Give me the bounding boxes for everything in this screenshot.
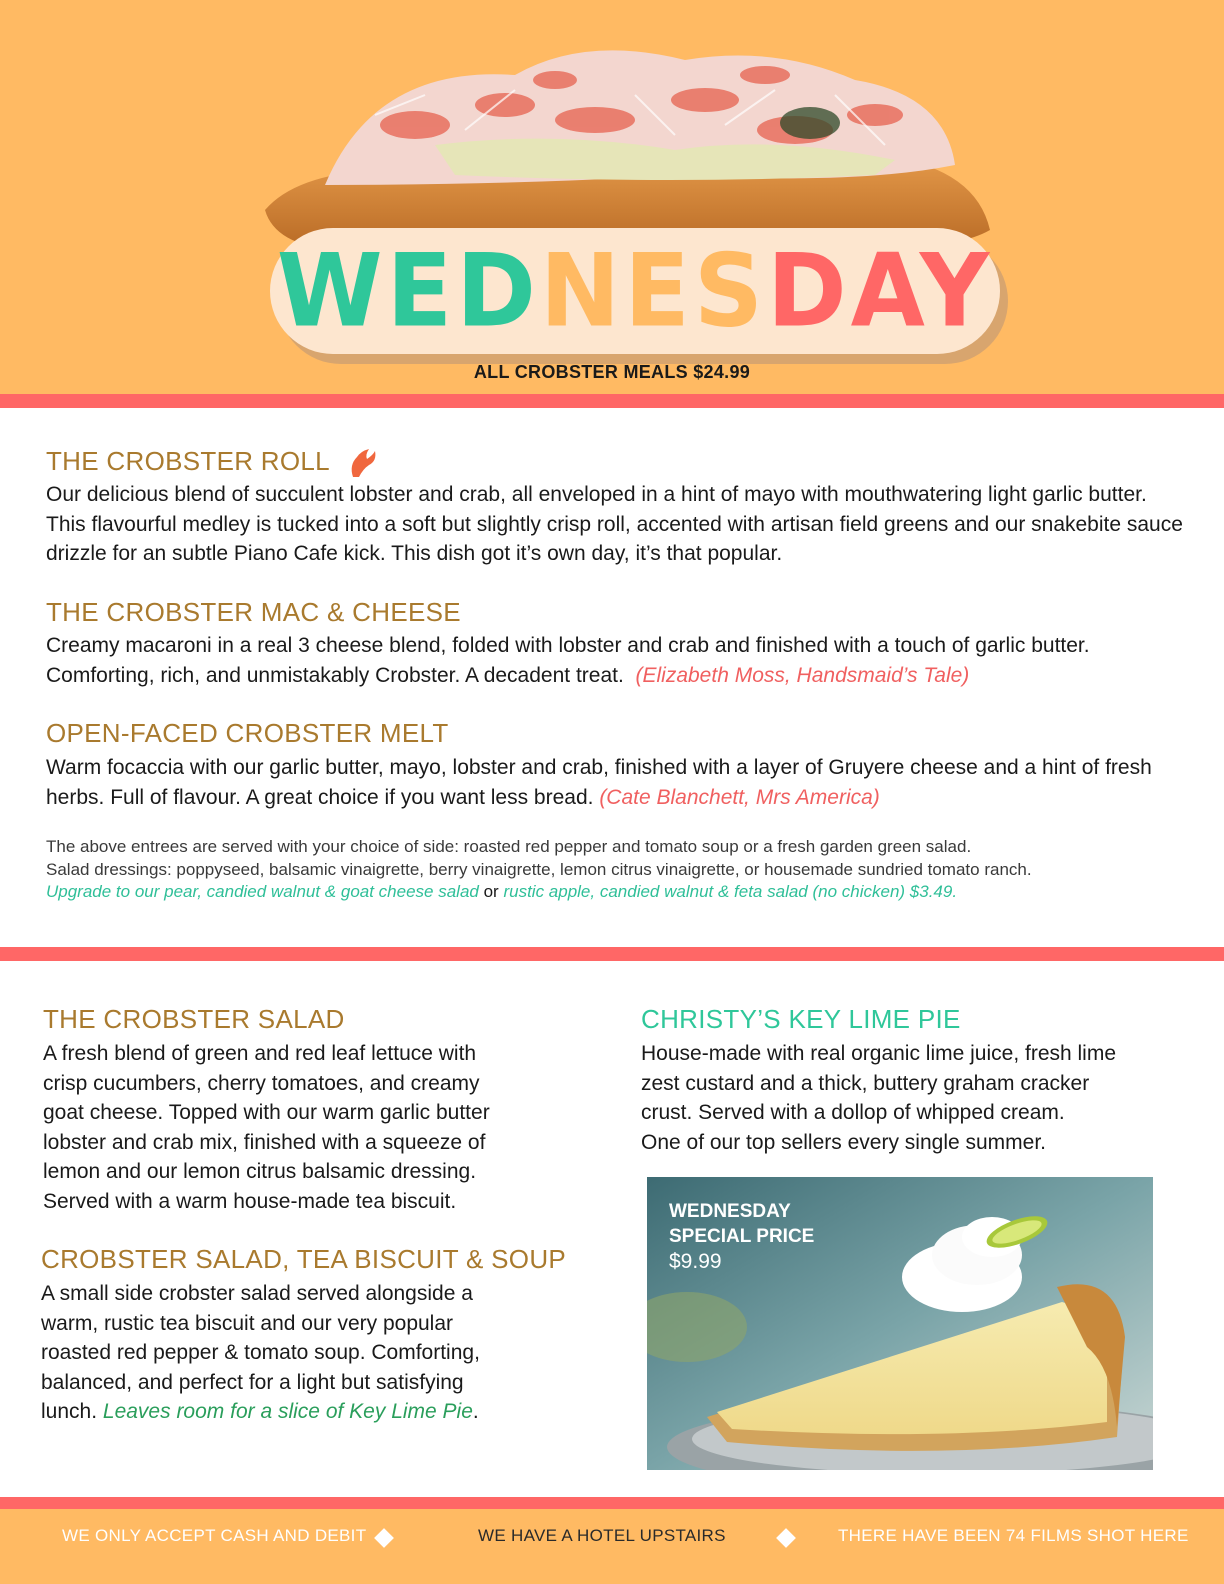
combo-line: warm, rustic tea biscuit and our very popular: [41, 1311, 454, 1335]
special-price-label: [669, 1199, 814, 1274]
salad-line: A fresh blend of green and red leaf lettuce with: [43, 1042, 477, 1065]
key-lime-tagline: Leaves room for a slice of Key Lime Pie: [102, 1400, 473, 1424]
title-part-nes: NES: [539, 232, 767, 350]
entree-name: THE CROBSTER ROLL: [46, 446, 329, 476]
special-price: $9.99: [669, 1250, 722, 1273]
header-banner: [0, 0, 1224, 395]
footer-bar: [0, 1509, 1224, 1584]
title-part-day: DAY: [766, 232, 994, 350]
sides-note-line-1: The above entrees are served with your choice of side: roasted red pepper and tomato soup or a fresh garden green salad.: [46, 837, 972, 856]
combo-heading: CROBSTER SALAD, TEA BISCUIT & SOUP: [41, 1244, 567, 1274]
dessert-heading: CHRISTY’S KEY LIME PIE: [641, 1004, 961, 1034]
salad-line: lobster and crab mix, finished with a squeeze of: [43, 1130, 486, 1154]
key-lime-pie-photo: [647, 1177, 1153, 1470]
upgrade-note: [46, 882, 957, 902]
dessert-line: House-made with real organic lime juice, fresh lime: [641, 1042, 1117, 1065]
dessert-line: zest custard and a thick, buttery graham cracker: [641, 1071, 1090, 1095]
entree-description-melt: [46, 753, 1176, 812]
salad-line: Served with a warm house-made tea biscuit.: [43, 1189, 457, 1213]
combo-line-start: lunch.: [41, 1400, 98, 1424]
entree-heading-melt: OPEN-FACED CROBSTER MELT: [46, 718, 449, 748]
footer-fact-payment: WE ONLY ACCEPT CASH AND DEBIT: [62, 1526, 367, 1545]
combo-line: [41, 1397, 581, 1427]
entree-description-mac: [46, 631, 1146, 690]
combo-description: [41, 1279, 581, 1427]
entree-heading-roll: [46, 446, 377, 479]
upgrade-option-b: rustic apple, candied walnut & feta salad (no chicken) $3.49.: [503, 882, 958, 901]
combo-line: roasted red pepper & tomato soup. Comforting,: [41, 1341, 480, 1365]
combo-line-end: .: [472, 1400, 479, 1424]
crobster-roll-image: [255, 35, 995, 255]
lobster-claw-icon: [347, 447, 377, 479]
upgrade-or: or: [483, 882, 499, 901]
divider-stripe-middle: [0, 947, 1224, 961]
salad-description: [43, 1039, 583, 1217]
celebrity-credit: (Cate Blanchett, Mrs America): [599, 785, 880, 809]
footer-fact-hotel: WE HAVE A HOTEL UPSTAIRS: [478, 1526, 726, 1545]
header-subtitle: ALL CROBSTER MEALS $24.99: [473, 362, 751, 382]
special-label-line-2: SPECIAL PRICE: [669, 1226, 815, 1247]
salad-line: goat cheese. Topped with our warm garlic butter: [43, 1101, 490, 1125]
combo-line: A small side crobster salad served alongside a: [41, 1282, 473, 1305]
divider-stripe-top: [0, 394, 1224, 408]
description-text: Creamy macaroni in a real 3 cheese blend, folded with lobster and crab and finished with a touch of garlic butter. Comforting, rich, and unmistakably Crobster. A decadent treat.: [46, 634, 1090, 687]
dessert-line: One of our top sellers every single summer.: [641, 1130, 1047, 1154]
salad-heading: THE CROBSTER SALAD: [43, 1004, 345, 1034]
footer-fact-films: THERE HAVE BEEN 74 FILMS SHOT HERE: [838, 1526, 1189, 1545]
celebrity-credit: (Elizabeth Moss, Handsmaid’s Tale): [635, 663, 970, 687]
description-text: Warm focaccia with our garlic butter, mayo, lobster and crab, finished with a layer of Gruyere cheese and a hint of fresh herbs. Full of flavour. A great choice if you want less bread.: [46, 756, 1152, 809]
title-text: [270, 233, 1000, 349]
upgrade-option-a: Upgrade to our pear, candied walnut & goat cheese salad: [46, 882, 479, 901]
salad-line: crisp cucumbers, cherry tomatoes, and creamy: [43, 1071, 480, 1095]
sides-note-line-2: Salad dressings: poppyseed, balsamic vinaigrette, berry vinaigrette, lemon citrus vinaigrette, or housemade sundried tomato ranch.: [46, 860, 1032, 879]
special-label-line-1: WEDNESDAY: [669, 1201, 791, 1222]
entree-description-roll: Our delicious blend of succulent lobster and crab, all enveloped in a hint of mayo with mouthwatering light garlic butter. This flavourful medley is tucked into a soft but slightly crisp roll, accented with artisan field greens and our snakebite sauce drizzle for an subtle Piano Cafe kick. This dish got it’s own day, it’s that popular.: [46, 483, 1183, 566]
wednesday-title: [270, 228, 1000, 358]
dessert-line: crust. Served with a dollop of whipped cream.: [641, 1101, 1065, 1125]
entree-heading-mac: THE CROBSTER MAC & CHEESE: [46, 597, 461, 627]
title-part-wed: WED: [276, 232, 540, 350]
combo-line: balanced, and perfect for a light but satisfying: [41, 1370, 464, 1394]
dessert-description: [641, 1039, 1201, 1157]
salad-line: lemon and our lemon citrus balsamic dressing.: [43, 1160, 477, 1184]
